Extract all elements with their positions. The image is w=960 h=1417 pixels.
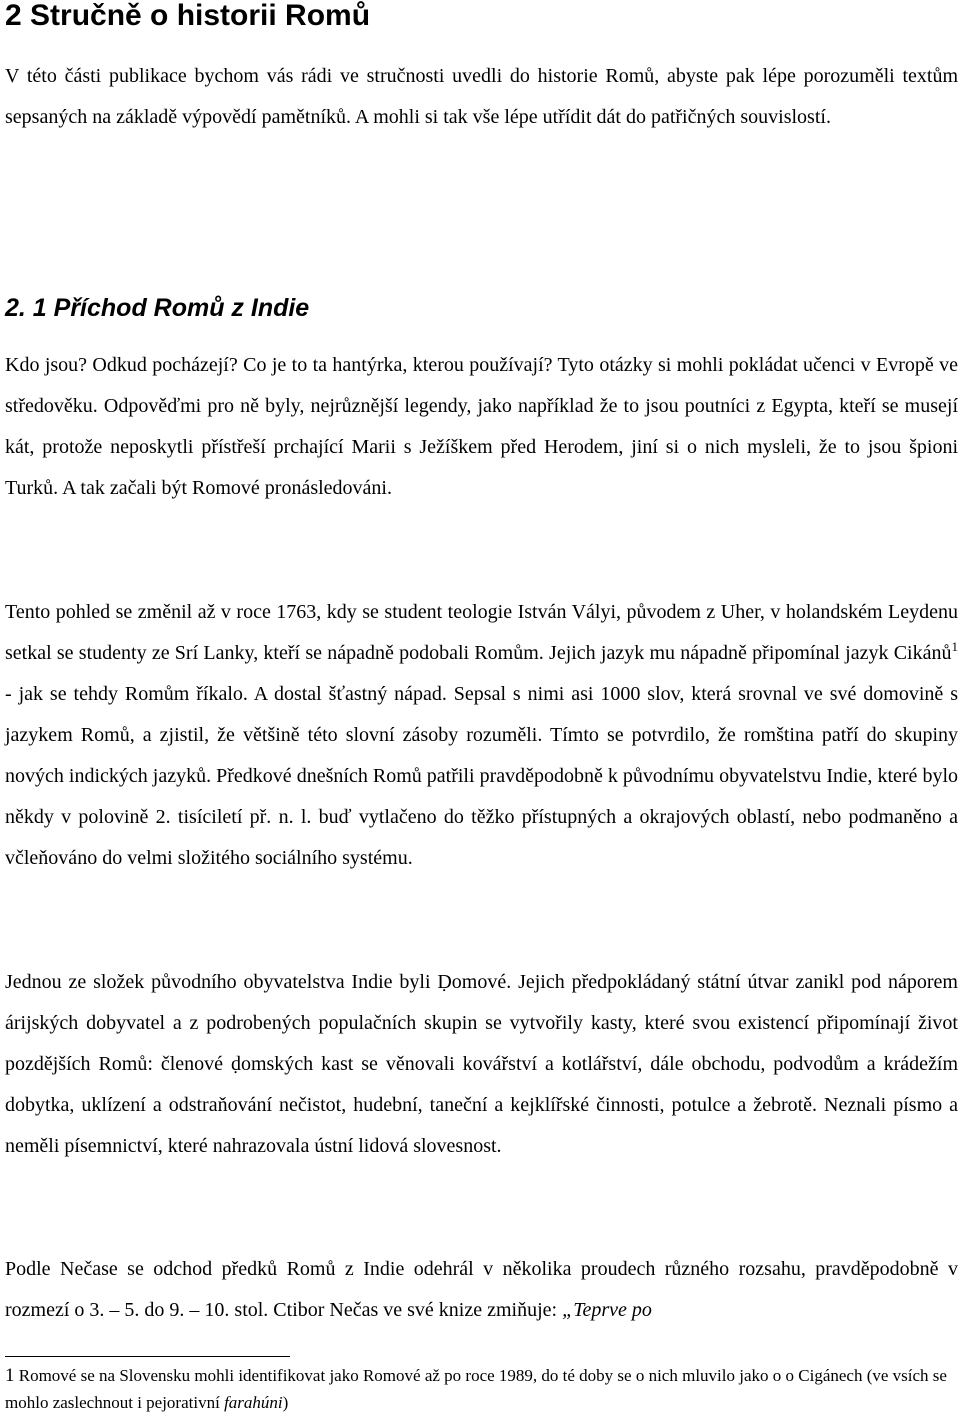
intro-paragraph: V této části publikace bychom vás rádi ve stručnosti uvedli do historie Romů, abyste pak lépe porozuměli textům sepsaných na základě výpovědí pamětníků. A mohli si tak vše lépe utřídit dát do patřičných souvislostí.	[5, 65, 958, 128]
footnote-number: 1	[5, 1365, 15, 1386]
paragraph-3: Jednou ze složek původního obyvatelstva Indie byli Ḍomové. Jejich předpokládaný státní útvar zanikl pod náporem árijských dobyvatel a z podrobených populačních skupin se vytvořily kasty, které svou existencí připomínají život pozdějších Romů: členové ḍomských kast se věnovali kovářství a kotlářství, dále obchodu, podvodům a krádežím dobytka, uklízení a odstraňování nečistot, hudební, taneční a kejklířské činnosti, potulce a žebrotě. Neznali písmo a neměli písemnictví, které nahrazovala ústní lidová slovesnost.	[5, 971, 958, 1157]
paragraph-4-quote: „Teprve po	[562, 1299, 652, 1321]
paragraph-4-text: Podle Nečase se odchod předků Romů z Indie odehrál v několika proudech různého rozsahu, pravděpodobně v rozmezí o 3. – 5. do 9. – 10. stol. Ctibor Nečas ve své knize zmiňuje:	[5, 1258, 958, 1321]
footnote-reference[interactable]: 1	[951, 639, 958, 654]
footnote-italic-word: farahúni	[224, 1393, 283, 1412]
paragraph-2	[5, 592, 958, 879]
chapter-heading: 2 Stručně o historii Romů	[5, 0, 371, 32]
section-heading: 2. 1 Příchod Romů z Indie	[5, 294, 310, 322]
footnote-close: )	[282, 1393, 289, 1412]
paragraph-2-text-b: - jak se tehdy Romům říkalo. A dostal šťastný nápad. Sepsal s nimi asi 1000 slov, která srovnal ve své domovině s jazykem Romů, a zjistil, že většině této slovní zásoby rozuměli. Tímto se potvrdilo, že romština patří do skupiny nových indických jazyků. Předkové dnešních Romů patřili pravděpodobně k původnímu obyvatelstvu Indie, které bylo někdy v polovině 2. tisíciletí př. n. l. buď vytlačeno do těžko přístupných a okrajových oblastí, nebo podmaněno a včleňováno do velmi složitého sociálního systému.	[5, 683, 958, 869]
paragraph-1: Kdo jsou? Odkud pocházejí? Co je to ta hantýrka, kterou používají? Tyto otázky si mohli pokládat učenci v Evropě ve středověku. Odpověďmi pro ně byly, nejrůznější legendy, jako například že to jsou poutníci z Egypta, kteří se musejí kát, protože neposkytli přístřeší prchající Marii s Ježíškem před Herodem, jiní si o nich mysleli, že to jsou špioni Turků. A tak začali být Romové pronásledováni.	[5, 354, 958, 499]
footnote-divider	[5, 1356, 290, 1357]
paragraph-4	[5, 1249, 958, 1331]
paragraph-2-text-a: Tento pohled se změnil až v roce 1763, kdy se student teologie István Vályi, původem z Uher, v holandském Leydenu setkal se studenty ze Srí Lanky, kteří se nápadně podobali Romům. Jejich jazyk mu nápadně připomínal jazyk Cikánů	[5, 601, 958, 664]
footnote-text: Romové se na Slovensku mohli identifikovat jako Romové až po roce 1989, do té doby se o nich mluvilo jako o o Cigánech (ve vsích se mohlo zaslechnout i pejorativní	[5, 1366, 947, 1412]
footnote	[5, 1362, 958, 1416]
